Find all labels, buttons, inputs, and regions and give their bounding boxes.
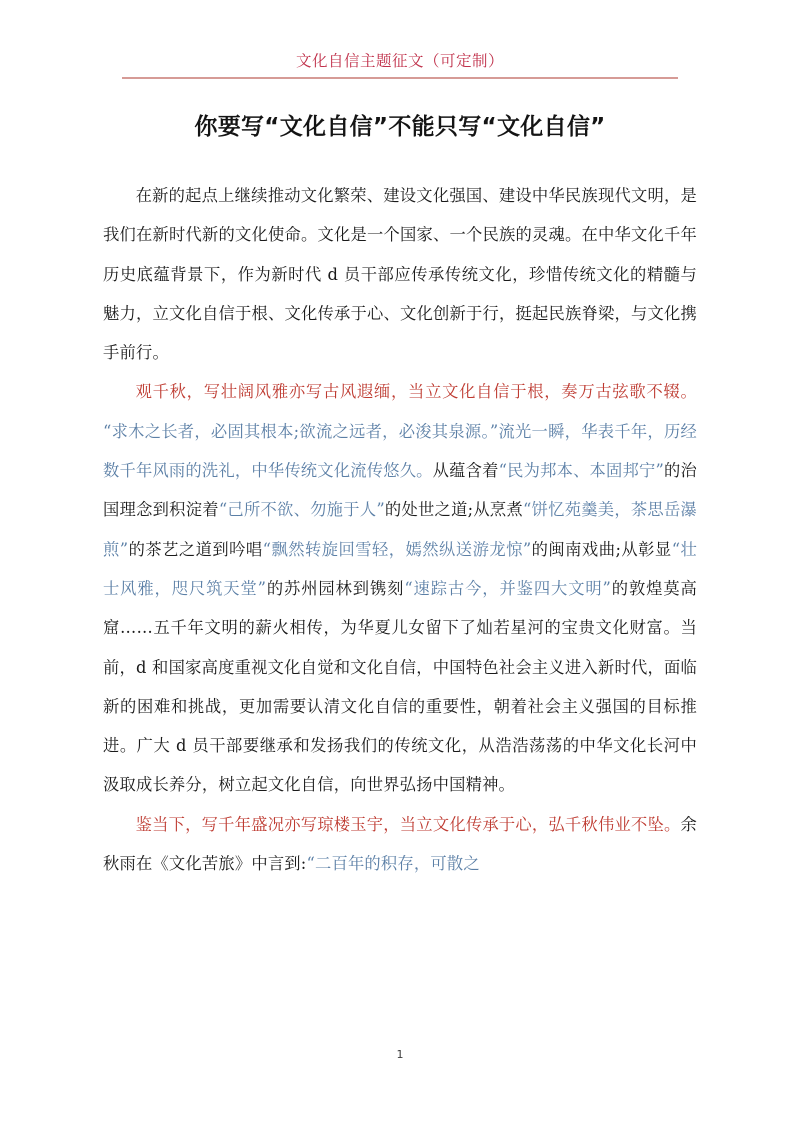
text-run-blue: “求木之长者，必固其根本;欲流之远者，必浚其泉源。”流光一瞬，华表千年，历经数千年风雨的洗礼，中华传统文化流传悠久。 (103, 421, 697, 481)
text-run-blue: “壮士风雅，咫尺筑天堂” (103, 539, 697, 598)
document-body (103, 176, 697, 883)
text-run-blue: “饼忆苑羹美，茶思岳瀑煎” (103, 500, 697, 559)
header-divider-rule (122, 77, 678, 79)
text-run-black: 的苏州园林到镌刻 (266, 578, 405, 598)
text-run-black: 余秋雨在《文化苦旅》中言到: (103, 814, 697, 874)
document-title: 你要写“文化自信”不能只写“文化自信” (194, 114, 606, 140)
text-run-red: 鉴当下，写千年盛况亦写琼楼玉宇，当立文化传承于心，弘千秋伟业不坠。 (135, 814, 681, 834)
paragraph-p1 (103, 176, 697, 372)
text-run-red: 观千秋，写壮阔风雅亦写古风遐缅，当立文化自信于根，奏万古弦歌不辍。 (135, 382, 697, 402)
text-run-black: 的治国理念到积淀着 (103, 461, 697, 520)
text-run-black: 的茶艺之道到吟唱 (128, 539, 263, 559)
text-run-black: 从蕴含着 (432, 461, 499, 481)
page-header (0, 50, 800, 72)
text-run-blue: “速踪古今，并鉴四大文明” (404, 578, 612, 598)
text-run-black: 的闽南戏曲;从彰显 (531, 539, 672, 559)
text-run-black: 的处世之道;从烹煮 (384, 500, 524, 520)
text-run-blue: “二百年的积存，可散之 (306, 854, 480, 874)
paragraph-p2 (103, 372, 697, 804)
text-run-blue: “己所不欲、勿施于人” (218, 500, 385, 520)
text-run-blue: “飘然转旋回雪轻，嫣然纵送游龙惊” (262, 539, 532, 559)
text-run-black: 的敦煌莫高窟……五千年文明的薪火相传，为华夏儿女留下了灿若星河的宝贵文化财富。当前，d 和国家高度重视文化自觉和文化自信，中国特色社会主义进入新时代，面临新的困难和挑战，更加需要认清文化自信的重要性，朝着社会主义强国的目标推进。广大 d 员干部要继承和发扬我们的传统文化，从浩浩荡荡的中华文化长河中汲取成长养分，树立起文化自信，向世界弘扬中国精神。 (103, 578, 697, 795)
page-number: 1 (396, 1048, 404, 1061)
text-run-black: 在新的起点上继续推动文化繁荣、建设文化强国、建设中华民族现代文明，是我们在新时代新的文化使命。文化是一个国家、一个民族的灵魂。在中华文化千年历史底蕴背景下，作为新时代 d 员干部应传承传统文化，珍惜传统文化的精髓与魅力，立文化自信于根、文化传承于心、文化创新于行，挺起民族脊梁，与文化携手前行。 (103, 186, 697, 363)
text-run-blue: “民为邦本、本固邦宁” (498, 461, 665, 481)
header-title: 文化自信主题征文（可定制） (295, 52, 504, 70)
paragraph-p3 (103, 805, 697, 884)
